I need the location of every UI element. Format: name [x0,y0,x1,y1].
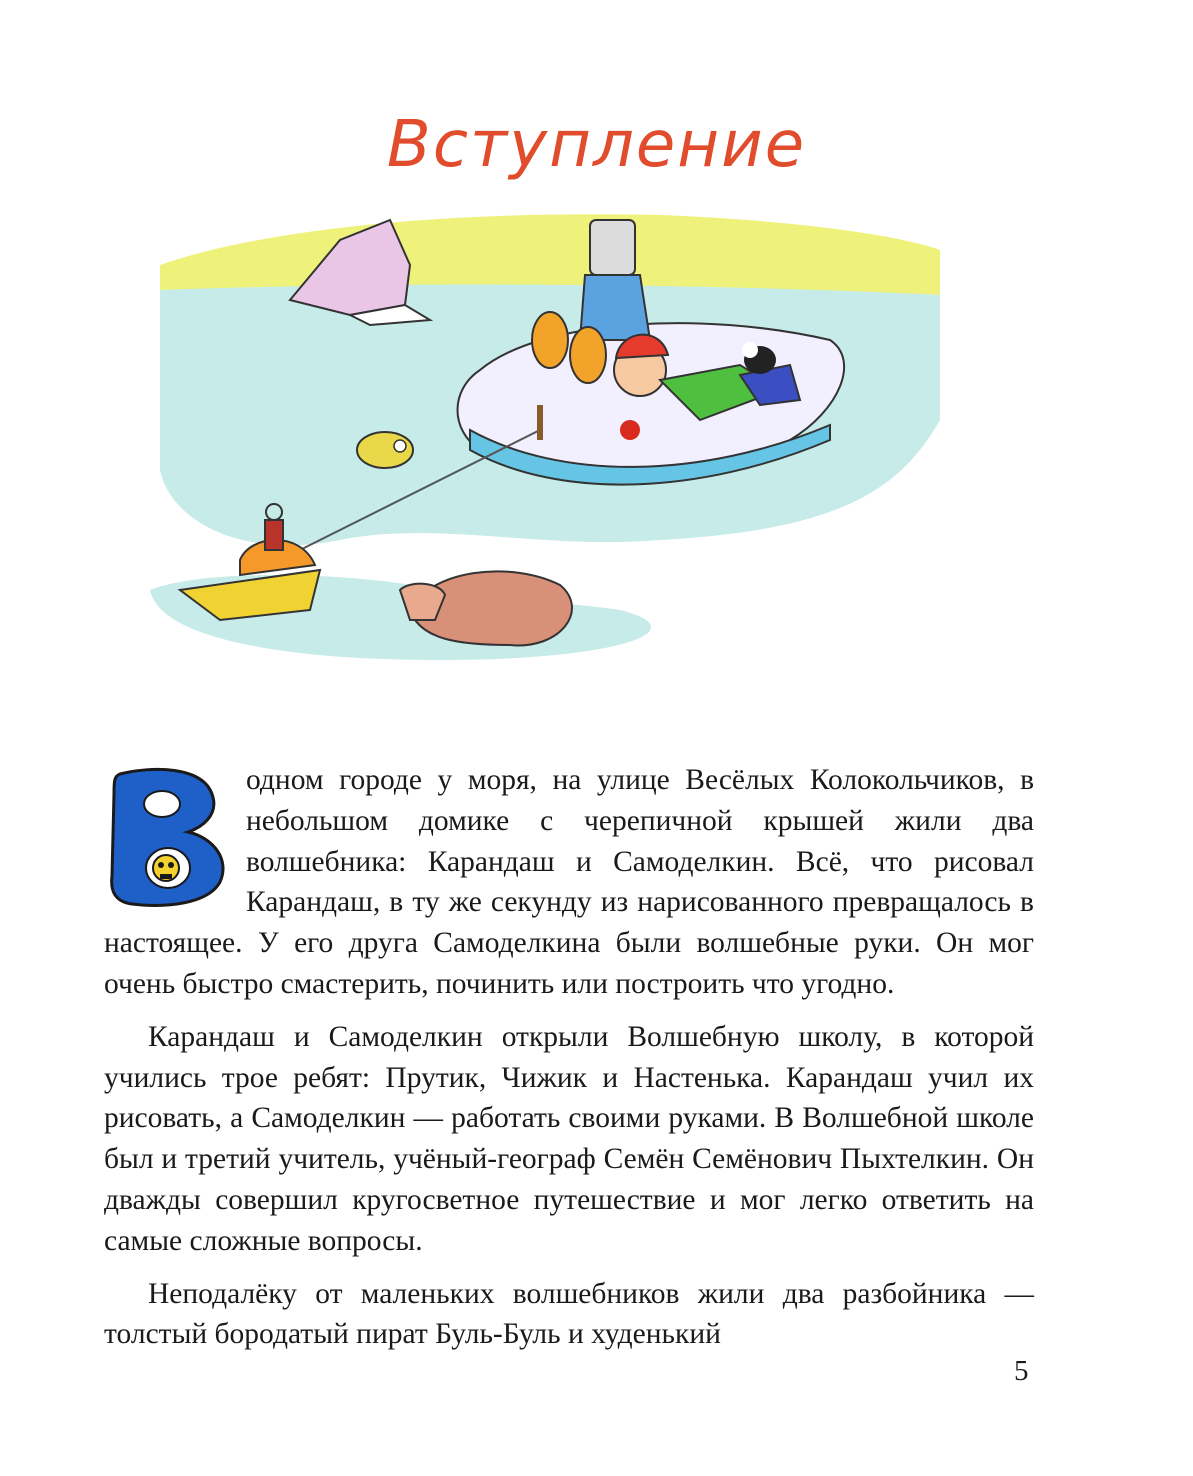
page-title: Вступление [386,108,807,182]
paragraph-3: Неподалёку от маленьких волшебников жили два разбойника — толстый бородатый пират Буль-Буль и худенький [104,1277,1034,1351]
page-number: 5 [1014,1355,1029,1387]
paragraph-1-text: одном городе у моря, на улице Весёлых Колокольчиков, в небольшом домике с черепичной крышей жили два волшебника: Карандаш и Самоделкин. Всё, что рисовал Карандаш, в ту же секунду из нарисованного превращалось в настоящее. У его друга Самоделкина были волшебные руки. Он мог очень быстро смастерить, починить или построить что угодно. [104,764,1034,1000]
body-text [104,760,1034,1367]
paragraph-2: Карандаш и Самоделкин открыли Волшебную школу, в которой учились трое ребят: Прутик, Чижик и Настенька. Карандаш учил их рисовать, а Самоделкин — работать своими руками. В Волшебной школе был и третий учитель, учёный-географ Семён Семёнович Пыхтелкин. Он дважды совершил кругосветное путешествие и мог легко ответить на самые сложные вопросы. [104,1020,1034,1257]
paragraph-1 [104,760,1034,1005]
dropcap-letter-v [102,764,236,908]
arctic-illustration [140,190,950,670]
